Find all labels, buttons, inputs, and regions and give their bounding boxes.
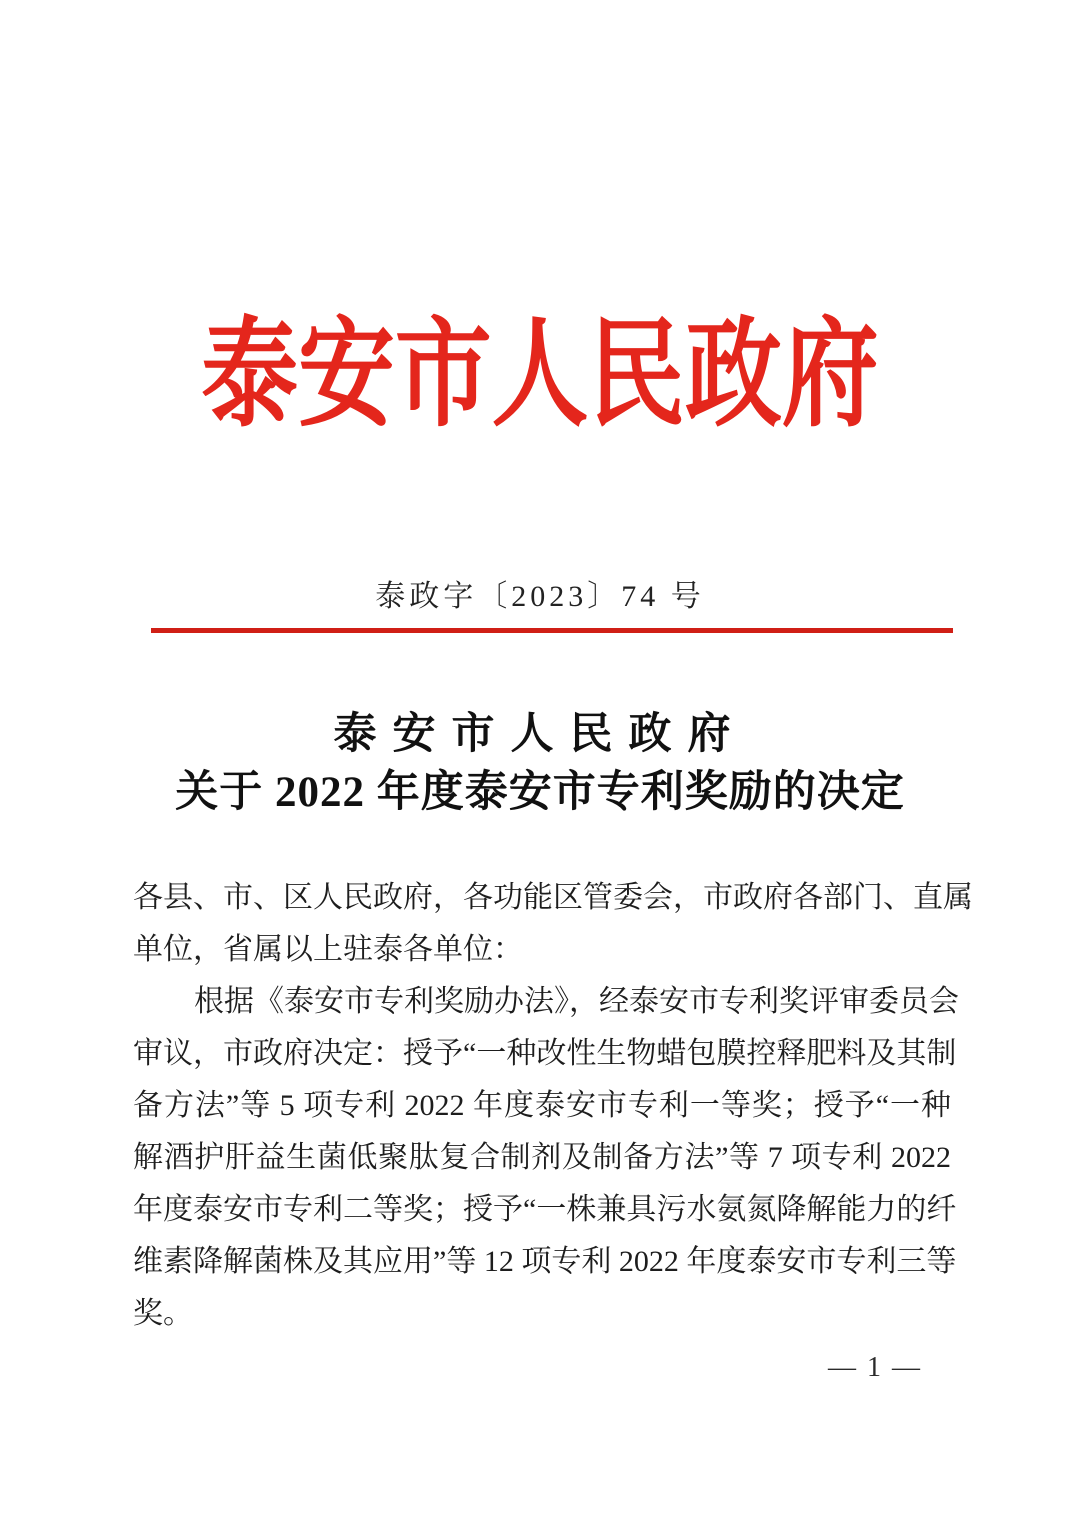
body-line: 年度泰安市专利二等奖；授予“一株兼具污水氨氮降解能力的纤 [133,1193,957,1226]
document-reference-number: 泰政字〔2023〕74 号 [375,580,705,613]
page-number: — 1 — [828,1352,922,1383]
body-line: 备方法”等 5 项专利 2022 年度泰安市专利一等奖；授予“一种 [133,1089,951,1122]
body-line: 单位，省属以上驻泰各单位： [133,933,523,966]
body-text [133,872,973,1340]
agency-letterhead [0,311,1080,441]
body-line: 维素降解菌株及其应用”等 12 项专利 2022 年度泰安市专利三等 [133,1245,957,1278]
body-line: 奖。 [133,1297,193,1330]
title-org-line: 泰安市人民政府 [333,711,747,758]
body-line: 根据《泰安市专利奖励办法》，经泰安市专利奖评审委员会 [194,985,959,1018]
body-line: 审议，市政府决定：授予“一种改性生物蜡包膜控释肥料及其制 [133,1037,957,1070]
body-line: 各县、市、区人民政府，各功能区管委会，市政府各部门、直属 [133,881,973,914]
title-subject-line: 关于 2022 年度泰安市专利奖励的决定 [175,769,905,816]
red-divider-rule [151,628,953,633]
body-line: 解酒护肝益生菌低聚肽复合制剂及制备方法”等 7 项专利 2022 [133,1141,951,1174]
agency-letterhead-text: 泰安市人民政府 [201,310,879,441]
